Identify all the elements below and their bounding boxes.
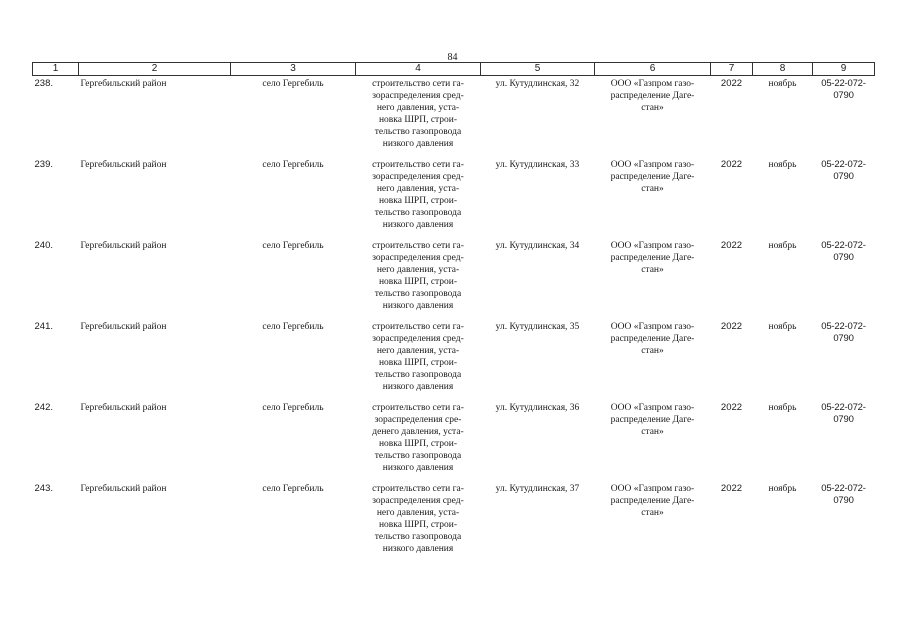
operator-cell-line: ООО «Газпром газо-: [610, 79, 695, 89]
table-row: [33, 481, 875, 562]
table-row: [33, 238, 875, 319]
month-cell: ноябрь: [768, 484, 797, 494]
column-header-3: 3: [231, 63, 356, 76]
table-body: [33, 76, 875, 563]
work-description-cell-line: низкого давления: [382, 220, 454, 230]
district-cell: Гергебильский район: [80, 484, 167, 494]
work-description-cell-line: строительство сети га-: [372, 160, 464, 170]
operator-cell: [595, 319, 711, 400]
year-cell: 2022: [720, 402, 743, 413]
operator-cell-line: стан»: [641, 184, 664, 194]
table-row: [33, 157, 875, 238]
column-header-7: 7: [711, 63, 753, 76]
row-number: 239.: [34, 159, 53, 170]
column-header-5: 5: [481, 63, 595, 76]
address-cell: ул. Кутудлинская, 37: [495, 484, 580, 494]
work-description-cell-line: зораспределения сред-: [372, 172, 464, 182]
month-cell: ноябрь: [768, 160, 797, 170]
column-header-2: 2: [79, 63, 231, 76]
work-description-cell: [356, 400, 481, 481]
year-cell: 2022: [720, 159, 743, 170]
registry-table: [32, 62, 875, 562]
operator-cell-line: распределение Даге-: [610, 172, 695, 182]
operator-cell-line: распределение Даге-: [610, 91, 695, 101]
operator-cell-line: ООО «Газпром газо-: [610, 322, 695, 332]
district-cell: Гергебильский район: [80, 160, 167, 170]
settlement-cell: село Гергебиль: [262, 160, 324, 170]
operator-cell-line: распределение Даге-: [610, 253, 695, 263]
month-cell: ноябрь: [768, 322, 797, 332]
work-description-cell-line: строительство сети га-: [372, 484, 464, 494]
page-number: 84: [447, 52, 458, 63]
operator-cell-line: распределение Даге-: [610, 496, 695, 506]
code-cell: 05-22-072-0790: [821, 240, 866, 263]
month-cell: ноябрь: [768, 241, 797, 251]
work-description-cell-line: новка ШРП, строи-: [378, 439, 458, 449]
table-row: [33, 319, 875, 400]
operator-cell-line: стан»: [641, 103, 664, 113]
year-cell: 2022: [720, 78, 743, 89]
work-description-cell-line: низкого давления: [382, 139, 454, 149]
address-cell: ул. Кутудлинская, 34: [495, 241, 580, 251]
operator-cell-line: стан»: [641, 508, 664, 518]
work-description-cell-line: зораспределения сред-: [372, 334, 464, 344]
operator-cell: [595, 481, 711, 562]
work-description-cell: [356, 319, 481, 400]
column-header-8: 8: [753, 63, 813, 76]
work-description-cell-line: строительство сети га-: [372, 241, 464, 251]
settlement-cell: село Гергебиль: [262, 79, 324, 89]
operator-cell-line: ООО «Газпром газо-: [610, 160, 695, 170]
settlement-cell: село Гергебиль: [262, 241, 324, 251]
row-number: 243.: [34, 483, 53, 494]
address-cell: ул. Кутудлинская, 35: [495, 322, 580, 332]
header-row: [33, 63, 875, 76]
code-cell: 05-22-072-0790: [821, 483, 866, 506]
table-row: [33, 76, 875, 158]
table-row: [33, 400, 875, 481]
work-description-cell-line: него давления, уста-: [376, 265, 460, 275]
address-cell: ул. Кутудлинская, 36: [495, 403, 580, 413]
work-description-cell-line: новка ШРП, строи-: [378, 196, 458, 206]
row-number: 241.: [34, 321, 53, 332]
month-cell: ноябрь: [768, 79, 797, 89]
address-cell: ул. Кутудлинская, 33: [495, 160, 580, 170]
address-cell: ул. Кутудлинская, 32: [495, 79, 580, 89]
year-cell: 2022: [720, 240, 743, 251]
code-cell: 05-22-072-0790: [821, 402, 866, 425]
work-description-cell-line: него давления, уста-: [376, 508, 460, 518]
district-cell: Гергебильский район: [80, 79, 167, 89]
operator-cell-line: распределение Даге-: [610, 415, 695, 425]
work-description-cell-line: низкого давления: [382, 382, 454, 392]
work-description-cell-line: низкого давления: [382, 301, 454, 311]
work-description-cell-line: новка ШРП, строи-: [378, 115, 458, 125]
work-description-cell: [356, 481, 481, 562]
work-description-cell-line: тельство газопровода: [374, 451, 462, 461]
operator-cell-line: ООО «Газпром газо-: [610, 241, 695, 251]
settlement-cell: село Гергебиль: [262, 484, 324, 494]
operator-cell-line: стан»: [641, 346, 664, 356]
code-cell: 05-22-072-0790: [821, 78, 866, 101]
row-number: 238.: [34, 78, 53, 89]
operator-cell: [595, 400, 711, 481]
column-header-4: 4: [356, 63, 481, 76]
work-description-cell-line: строительство сети га-: [372, 322, 464, 332]
operator-cell-line: стан»: [641, 427, 664, 437]
district-cell: Гергебильский район: [80, 322, 167, 332]
column-header-9: 9: [813, 63, 875, 76]
work-description-cell-line: него давления, уста-: [376, 184, 460, 194]
work-description-cell-line: него давления, уста-: [376, 103, 460, 113]
work-description-cell: [356, 157, 481, 238]
work-description-cell-line: него давления, уста-: [376, 346, 460, 356]
work-description-cell-line: тельство газопровода: [374, 289, 462, 299]
work-description-cell-line: тельство газопровода: [374, 532, 462, 542]
work-description-cell-line: строительство сети га-: [372, 403, 464, 413]
month-cell: ноябрь: [768, 403, 797, 413]
operator-cell-line: распределение Даге-: [610, 334, 695, 344]
operator-cell: [595, 157, 711, 238]
work-description-cell-line: тельство газопровода: [374, 370, 462, 380]
row-number: 242.: [34, 402, 53, 413]
work-description-cell-line: зораспределения сред-: [372, 496, 464, 506]
work-description-cell: [356, 76, 481, 158]
work-description-cell-line: строительство сети га-: [372, 79, 464, 89]
work-description-cell-line: денего давления, уста-: [372, 427, 464, 437]
work-description-cell-line: зораспределения сред-: [372, 253, 464, 263]
district-cell: Гергебильский район: [80, 241, 167, 251]
settlement-cell: село Гергебиль: [262, 322, 324, 332]
district-cell: Гергебильский район: [80, 403, 167, 413]
work-description-cell: [356, 238, 481, 319]
work-description-cell-line: зораспределения сре-: [374, 415, 462, 425]
work-description-cell-line: новка ШРП, строи-: [378, 277, 458, 287]
operator-cell: [595, 238, 711, 319]
operator-cell-line: ООО «Газпром газо-: [610, 484, 695, 494]
code-cell: 05-22-072-0790: [821, 321, 866, 344]
year-cell: 2022: [720, 483, 743, 494]
operator-cell-line: стан»: [641, 265, 664, 275]
code-cell: 05-22-072-0790: [821, 159, 866, 182]
operator-cell: [595, 76, 711, 158]
operator-cell-line: ООО «Газпром газо-: [610, 403, 695, 413]
settlement-cell: село Гергебиль: [262, 403, 324, 413]
work-description-cell-line: новка ШРП, строи-: [378, 358, 458, 368]
work-description-cell-line: зораспределения сред-: [372, 91, 464, 101]
table-header: [33, 63, 875, 76]
work-description-cell-line: низкого давления: [382, 463, 454, 473]
column-header-1: 1: [33, 63, 79, 76]
work-description-cell-line: новка ШРП, строи-: [378, 520, 458, 530]
column-header-6: 6: [595, 63, 711, 76]
work-description-cell-line: тельство газопровода: [374, 208, 462, 218]
row-number: 240.: [34, 240, 53, 251]
work-description-cell-line: низкого давления: [382, 544, 454, 554]
work-description-cell-line: тельство газопровода: [374, 127, 462, 137]
year-cell: 2022: [720, 321, 743, 332]
